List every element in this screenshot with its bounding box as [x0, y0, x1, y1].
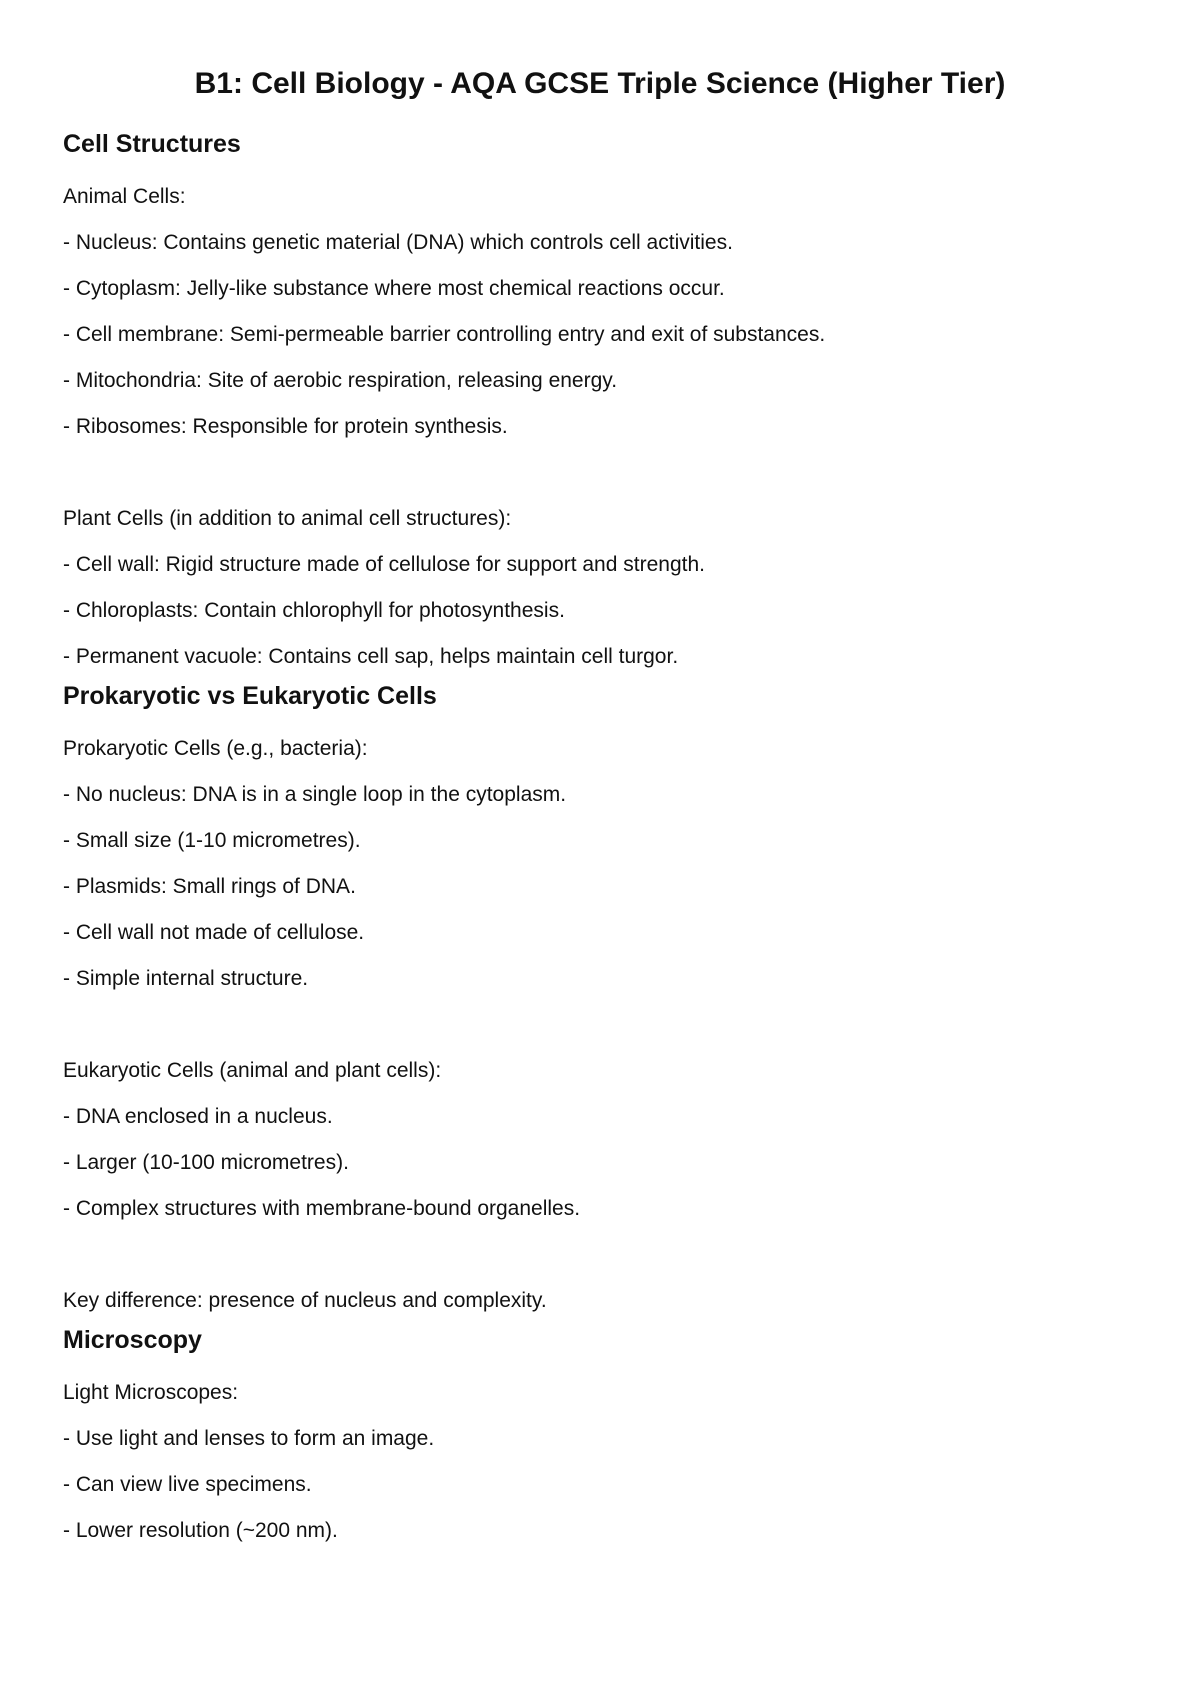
- list-item: - Mitochondria: Site of aerobic respiration, releasing energy.: [63, 369, 618, 392]
- document-content: [63, 120, 1143, 1554]
- list-item: - Larger (10-100 micrometres).: [63, 1151, 349, 1174]
- group-prokaryotic-cells: [63, 726, 1143, 1002]
- list-item: - Lower resolution (~200 nm).: [63, 1519, 338, 1542]
- list-item: - Plasmids: Small rings of DNA.: [63, 875, 356, 898]
- list-item: - Permanent vacuole: Contains cell sap, helps maintain cell turgor.: [63, 645, 679, 668]
- spacer: [63, 1232, 1143, 1278]
- section-prokaryotic-vs-eukaryotic: [63, 680, 1143, 1324]
- list-item: - Cell wall: Rigid structure made of cellulose for support and strength.: [63, 553, 705, 576]
- section-cell-structures: [63, 128, 1143, 680]
- section-heading: Cell Structures: [63, 130, 241, 158]
- list-item: - Chloroplasts: Contain chlorophyll for photosynthesis.: [63, 599, 565, 622]
- list-item: - No nucleus: DNA is in a single loop in the cytoplasm.: [63, 783, 567, 806]
- list-item: - DNA enclosed in a nucleus.: [63, 1105, 333, 1128]
- list-item: - Cell membrane: Semi-permeable barrier controlling entry and exit of substances.: [63, 323, 826, 346]
- spacer: [63, 1002, 1143, 1048]
- list-item: - Can view live specimens.: [63, 1473, 312, 1496]
- group-light-microscopes: [63, 1370, 1143, 1554]
- section-microscopy: [63, 1324, 1143, 1554]
- list-item: - Small size (1-10 micrometres).: [63, 829, 361, 852]
- group-label: Animal Cells:: [63, 185, 186, 208]
- list-item: - Simple internal structure.: [63, 967, 309, 990]
- list-item: - Ribosomes: Responsible for protein synthesis.: [63, 415, 508, 438]
- list-item: - Use light and lenses to form an image.: [63, 1427, 435, 1450]
- group-label: Prokaryotic Cells (e.g., bacteria):: [63, 737, 368, 760]
- document-title: B1: Cell Biology - AQA GCSE Triple Science (Higher Tier): [194, 67, 1006, 100]
- spacer: [63, 450, 1143, 496]
- list-item: - Cytoplasm: Jelly-like substance where most chemical reactions occur.: [63, 277, 725, 300]
- list-item: - Complex structures with membrane-bound organelles.: [63, 1197, 581, 1220]
- section-heading: Prokaryotic vs Eukaryotic Cells: [63, 682, 437, 710]
- group-label: Eukaryotic Cells (animal and plant cells):: [63, 1059, 442, 1082]
- group-label: Plant Cells (in addition to animal cell structures):: [63, 507, 512, 530]
- key-difference-note: Key difference: presence of nucleus and complexity.: [63, 1289, 547, 1312]
- group-plant-cells: [63, 496, 1143, 680]
- list-item: - Nucleus: Contains genetic material (DNA) which controls cell activities.: [63, 231, 733, 254]
- section-heading: Microscopy: [63, 1326, 202, 1354]
- group-animal-cells: [63, 174, 1143, 450]
- list-item: - Cell wall not made of cellulose.: [63, 921, 365, 944]
- group-label: Light Microscopes:: [63, 1381, 239, 1404]
- group-eukaryotic-cells: [63, 1048, 1143, 1232]
